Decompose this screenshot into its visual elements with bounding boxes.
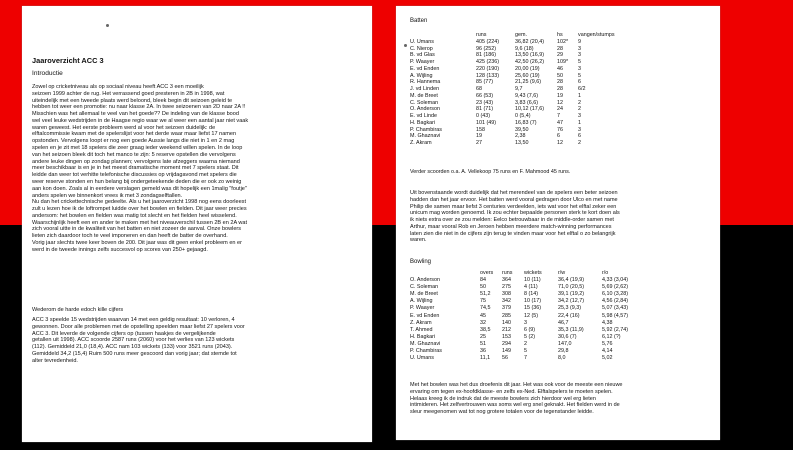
- player-name-cell: M. de Breet: [410, 92, 438, 99]
- player-name-cell: U. Umans: [410, 38, 434, 45]
- stat-cell: 5,69 (2,62): [602, 284, 629, 291]
- table-row: [410, 120, 618, 127]
- stat-cell: 74,5: [480, 305, 491, 312]
- table-row: [410, 52, 618, 59]
- stat-cell: [658, 291, 704, 298]
- column-header: r/w: [558, 270, 566, 276]
- table-row: [410, 106, 618, 113]
- bowling-paragraph-line: sleur meegenomen wat tot nog grotere totalen voor de tegenstander leidde.: [410, 409, 594, 415]
- stats-heading: Wederom de harde edoch kille cijfers: [32, 307, 124, 313]
- stats-line: Gemiddeld 34,2 (15,4) Ruim 500 runs meer gescoord dan vorig jaar; dat stemde tot: [32, 350, 237, 357]
- stat-cell: 27: [476, 140, 482, 147]
- stat-cell: 2: [578, 99, 581, 106]
- intro-line: Zowel op cricketniveau als op sociaal niveau heeft ACC 3 een moeilijk: [32, 84, 204, 90]
- stat-cell: 308: [502, 291, 511, 298]
- table-row: [410, 59, 618, 66]
- table-row: [410, 113, 618, 120]
- player-name-cell: O. Anderson: [410, 277, 440, 284]
- stat-cell: 5: [578, 72, 581, 79]
- stat-cell: 36: [480, 348, 486, 355]
- table-row: [410, 46, 618, 53]
- stat-cell: 147,0: [558, 340, 572, 347]
- stat-cell: 5: [524, 348, 527, 355]
- stat-cell: 140: [502, 319, 511, 326]
- stat-cell: 1: [578, 92, 581, 99]
- column-header: runs: [502, 270, 513, 276]
- table-row: [410, 100, 618, 107]
- stat-cell: 84: [480, 277, 486, 284]
- stats-line: ACC 3. Dit leverde de volgende cijfers op (tussen haakjes de vergelijkende: [32, 330, 216, 337]
- stats-paragraph: [32, 317, 362, 364]
- stat-cell: 109*: [557, 59, 569, 66]
- stat-cell: 294: [502, 340, 511, 347]
- stat-cell: 6/2: [578, 86, 586, 93]
- player-name-cell: R. Hannema: [410, 79, 441, 86]
- stat-cell: 24: [557, 106, 563, 113]
- table-row: [410, 313, 704, 320]
- stat-cell: 28: [557, 45, 563, 52]
- stat-cell: 10 (17): [524, 298, 542, 305]
- stat-cell: 12 (5): [524, 312, 539, 319]
- stat-cell: 39,50: [515, 126, 529, 133]
- table-row: [410, 133, 618, 140]
- stat-cell: 6: [578, 133, 581, 140]
- bowling-table: [410, 270, 704, 362]
- intro-line: van het seizoen bleek dit toch het manco te zijn: 5 reserve opstellen die vervolgens: [32, 151, 236, 158]
- stat-cell: 342: [502, 298, 511, 305]
- stat-cell: 21,25 (9,6): [515, 79, 542, 86]
- intro-line: meer beschikbaar is en je in het meest dramatische moment met 7 spelers staat. Dit: [32, 165, 239, 172]
- stat-cell: 0 (5,4): [515, 113, 531, 120]
- table-row: [410, 355, 704, 362]
- stats-line: getallen uit 1998). ACC scoorde 2587 runs (2060) voor het verlies van 123 wickets: [32, 337, 235, 344]
- stat-cell: [658, 334, 704, 341]
- stat-cell: [658, 277, 704, 284]
- stat-cell: 38,5: [480, 326, 491, 333]
- intro-line: uiteindelijk met een tweede plaats werd beloond, bleek begin dit seizoen geleid te: [32, 97, 233, 104]
- batting-paragraph-line: ik niets extra over ze zou melden: Eelco betrouwbaar in de middle-order samen met: [410, 217, 614, 223]
- stat-cell: 34,2 (12,7): [558, 298, 585, 305]
- stat-cell: 81 (71): [476, 106, 494, 113]
- stat-cell: 66 (53): [476, 92, 494, 99]
- batting-paragraph-line: Uit bovenstaande wordt duidelijk dat het merendeel van de spelers een beter seizoen: [410, 190, 618, 196]
- player-name-cell: J. vd Linden: [410, 86, 440, 93]
- intro-line: hebben tot weer een promotie: nu naar klasse 2A. In twee seizoenen van 2D naar 2A !!: [32, 104, 246, 111]
- right-document-page: [396, 6, 720, 440]
- stats-line: (112). Gemiddeld 21,0 (18,4). ACC nam 103 wickets (133) voor 3521 runs (2043).: [32, 344, 233, 351]
- batting-paragraph-line: waren.: [410, 237, 427, 244]
- stat-cell: 76: [557, 126, 563, 133]
- stat-cell: 9,7: [515, 86, 523, 93]
- stat-cell: 32: [480, 319, 486, 326]
- stat-cell: [658, 341, 704, 348]
- table-row: [410, 66, 618, 73]
- player-name-cell: A. Wijling: [410, 72, 433, 79]
- stat-cell: 4,33 (3,04): [602, 277, 629, 284]
- stat-cell: 50: [480, 284, 486, 291]
- stat-cell: 29,8: [558, 348, 569, 355]
- intro-line: Vorig jaar slechts twee keer boven de 200. Dit jaar was dit geen enkel probleem en er: [32, 239, 242, 246]
- stats-line: alter tevredenheid.: [32, 357, 78, 364]
- stat-cell: 50: [557, 72, 563, 79]
- stat-cell: 10,12 (17,6): [515, 106, 545, 113]
- bowling-paragraph-line: ervaring om tegen ex-hoofdklasse- en zelfs ex-Ned. Elftalspelers te moeten spelen.: [410, 388, 613, 395]
- batting-table-header: [410, 32, 618, 39]
- player-name-cell: B. vd Glas: [410, 52, 435, 59]
- stat-cell: 6: [578, 79, 581, 86]
- stat-cell: 16,83 (7): [515, 119, 537, 126]
- stat-cell: 10 (11): [524, 277, 541, 284]
- table-row: [410, 334, 704, 341]
- stat-cell: 36,4 (19,9): [558, 277, 585, 284]
- stat-cell: 6,10 (3,28): [602, 291, 629, 298]
- column-header: [410, 270, 480, 277]
- intro-paragraph: [32, 84, 362, 254]
- stat-cell: 5,07 (3,43): [602, 305, 629, 312]
- intro-line: weer reserve stonden en hun belang bij ondergeteekende deden die er ook zo weinig: [32, 178, 242, 185]
- batting-heading: Batten: [410, 18, 428, 24]
- column-header: hs: [557, 32, 563, 38]
- player-name-cell: Z. Akram: [410, 319, 432, 326]
- player-name-cell: U. Umans: [410, 355, 434, 362]
- table-row: [410, 127, 618, 134]
- column-header: wickets: [524, 270, 542, 276]
- stat-cell: [658, 305, 704, 312]
- stat-cell: 15 (36): [524, 305, 542, 312]
- stat-cell: 96 (252): [476, 45, 497, 52]
- stat-cell: 2,38: [515, 133, 526, 140]
- stat-cell: 3: [524, 319, 527, 326]
- stat-cell: 3: [578, 45, 581, 52]
- batting-table: [410, 32, 618, 147]
- stat-cell: 35,3 (11,9): [558, 326, 584, 333]
- stat-cell: 46,7: [558, 319, 569, 326]
- table-row: [410, 73, 618, 80]
- stat-cell: 13,50: [515, 140, 529, 147]
- stat-cell: 5,76: [602, 340, 613, 347]
- stat-cell: 11,1: [480, 355, 491, 362]
- stat-cell: 379: [502, 305, 511, 312]
- stat-cell: 9,6 (18): [515, 45, 534, 52]
- stat-cell: 102*: [557, 38, 569, 45]
- stat-cell: 153: [502, 333, 511, 340]
- stat-cell: 19: [476, 133, 482, 140]
- stat-cell: 5,92 (2,74): [602, 326, 629, 333]
- batting-paragraph-line: Arthur, maar vooral Rob en Jeroen hebben meerdere match-winning performances: [410, 223, 612, 230]
- batting-paragraph-line: Philip die samen maar liefst 3 centuries verdeelden, iets wat voor het elftal zeker een: [410, 203, 617, 210]
- stat-cell: 405 (224): [476, 38, 500, 45]
- stat-cell: 51: [480, 340, 486, 347]
- stat-cell: 2: [578, 106, 581, 113]
- scan-speck: [404, 44, 407, 47]
- table-row: [410, 341, 704, 348]
- stat-cell: 51,2: [480, 291, 491, 298]
- stat-cell: [658, 327, 704, 334]
- player-name-cell: A. Wijling: [410, 298, 433, 305]
- stat-cell: 4,56 (2,84): [602, 298, 629, 305]
- stat-cell: 42,50 (26,2): [515, 59, 545, 66]
- intro-line: andersom: het bowlen en fielden was matig tot slecht en het fielden heel wisselend.: [32, 212, 237, 219]
- intro-line: Nu dan het crickettechnische gedeelte. Als u het jaaroverzicht 1998 nog eens doorleest: [32, 199, 246, 206]
- player-name-cell: E. vd Enden: [410, 312, 440, 319]
- stat-cell: 23 (43): [476, 99, 494, 106]
- stat-cell: 12: [557, 140, 563, 147]
- table-row: [410, 140, 618, 147]
- stat-cell: 5,98 (4,57): [602, 312, 629, 319]
- stat-cell: 128 (133): [476, 72, 500, 79]
- stat-cell: 8 (14): [524, 291, 539, 298]
- stat-cell: [658, 320, 704, 327]
- stat-cell: 2: [578, 140, 581, 147]
- stat-cell: [658, 284, 704, 291]
- stat-cell: 1: [578, 119, 581, 126]
- stat-cell: 81 (186): [476, 52, 497, 59]
- left-document-page: [22, 6, 372, 442]
- stat-cell: 8,0: [558, 355, 566, 362]
- intro-line: andere leuke dingen op zondag plannen; vervolgens late afzeggers waarna niemand: [32, 158, 240, 165]
- stat-cell: 25,60 (19): [515, 72, 540, 79]
- stat-cell: 68: [476, 86, 482, 93]
- stat-cell: 364: [502, 277, 511, 284]
- stat-cell: 285: [502, 312, 511, 319]
- table-row: [410, 93, 618, 100]
- intro-line: opstonden. Vervolgens loopt er nog een goede Aussie langs die niet in 1 en 2 mag: [32, 138, 235, 145]
- player-name-cell: C. Soleman: [410, 99, 439, 106]
- stat-cell: 71,0 (20,5): [558, 284, 585, 291]
- player-name-cell: P. Waayer: [410, 59, 435, 66]
- stat-cell: 0 (43): [476, 113, 491, 120]
- stat-cell: 36,82 (20,4): [515, 38, 545, 45]
- table-row: [410, 39, 618, 46]
- batting-paragraph-line: laten zien die niet in de cijfers zijn terug te vinden maar voor het elftal o zo belangrijk: [410, 230, 616, 237]
- stat-cell: 6 (9): [524, 326, 536, 333]
- stat-cell: 6: [557, 133, 560, 140]
- table-row: [410, 305, 704, 312]
- player-name-cell: C. Soleman: [410, 284, 439, 291]
- stat-cell: 149: [502, 348, 511, 355]
- player-name-cell: M. Ghaznavi: [410, 340, 441, 347]
- stat-cell: 5: [578, 59, 581, 66]
- stat-cell: 46: [557, 65, 563, 72]
- column-header: runs: [476, 32, 487, 38]
- stat-cell: 56: [502, 355, 508, 362]
- player-name-cell: E. vd Enden: [410, 65, 440, 72]
- table-row: [410, 327, 704, 334]
- player-name-cell: T. Ahmed: [410, 326, 433, 333]
- stat-cell: 25,3 (9,3): [558, 305, 582, 312]
- stat-cell: 3: [578, 113, 581, 120]
- intro-line: waren geweest. Het eerste probleem werd al voor het seizoen duidelijk: de: [32, 124, 216, 131]
- table-row: [410, 291, 704, 298]
- column-header: [658, 270, 704, 277]
- batting-paragraph-line: unicum mag worden genoemd. Ik zou echter bepaalde personen sterk te kort doen als: [410, 210, 620, 217]
- intro-line: werd in de tweede innings zelfs succesvol op scores van 250+ gejaagd.: [32, 246, 208, 253]
- bowling-paragraph-line: Met het bowlen was het dus droefenis dit jaar. Het was ook voor de meeste een nieuwe: [410, 382, 623, 388]
- column-header: gem.: [515, 32, 527, 38]
- player-name-cell: P. Chambiras: [410, 126, 442, 133]
- stat-cell: [658, 298, 704, 305]
- stat-cell: 9: [578, 38, 581, 45]
- player-name-cell: H. Bagkari: [410, 119, 436, 126]
- stat-cell: 28: [557, 79, 563, 86]
- stat-cell: 20,00 (19): [515, 65, 540, 72]
- intro-line: wel veel leuke wedstrijden in de Haagse regio waar we al weer een aantal jaar niet vaak: [32, 117, 249, 124]
- stat-cell: 425 (236): [476, 59, 500, 66]
- player-name-cell: H. Bagkari: [410, 333, 436, 340]
- player-name-cell: C. Nierop: [410, 45, 433, 52]
- intro-line: anders spelen we binnenkort vrees ik met 3 zondagselftallen.: [32, 192, 183, 199]
- player-name-cell: O. Anderson: [410, 106, 440, 113]
- table-row: [410, 86, 618, 93]
- stat-cell: 158: [476, 126, 485, 133]
- intro-line: zult u lezen hoe ik de loftrompet luidde over het bowlen en fielden. Dit jaar weer precies: [32, 206, 247, 213]
- intro-line: lieten zich daardoor toch te veel imponeren en dan heeft de batter de overhand.: [32, 233, 228, 240]
- stat-cell: 220 (190): [476, 65, 500, 72]
- player-name-cell: P. Waayer: [410, 305, 435, 312]
- stat-cell: 4,14: [602, 348, 613, 355]
- bowling-table-header: [410, 270, 704, 277]
- stat-cell: 3: [578, 126, 581, 133]
- table-row: [410, 284, 704, 291]
- player-name-cell: Z. Akram: [410, 140, 432, 147]
- column-header: [410, 32, 476, 39]
- intro-line: zich vooral uitte in de kwaliteit van het batten en niet zozeer de aanval. Onze bowlers: [32, 226, 242, 233]
- stat-cell: 39,1 (19,2): [558, 291, 585, 298]
- intro-line: seizoen 1999 achter de rug. Het verrassend goed presteren in 2B in 1998, wat: [32, 90, 225, 97]
- intro-line: leidde dan weer tot verhitte telefonische discussies op vrijdagavond met spelers die: [32, 172, 237, 179]
- stat-cell: 45: [480, 312, 486, 319]
- stats-line: gewonnen. Door alle problemen met de opstelling speelden maar liefst 27 spelers voor: [32, 323, 245, 330]
- column-header: overs: [480, 270, 494, 276]
- bowling-heading: Bowling: [410, 259, 432, 265]
- stat-cell: [658, 355, 704, 362]
- page-title: Jaaroverzicht ACC 3: [32, 56, 104, 65]
- stat-cell: 6,12 (?): [602, 333, 621, 340]
- stat-cell: 9,43 (7,6): [515, 92, 539, 99]
- bowling-paragraph: [410, 382, 710, 416]
- stat-cell: 101 (49): [476, 119, 497, 126]
- stat-cell: 19: [557, 92, 563, 99]
- column-header: r/o: [602, 270, 609, 276]
- stat-cell: 47: [557, 119, 563, 126]
- stat-cell: 3: [578, 52, 581, 59]
- player-name-cell: P. Chambiras: [410, 348, 442, 355]
- stat-cell: 29: [557, 52, 563, 59]
- batting-paragraph: [410, 190, 710, 244]
- stat-cell: 4 (11): [524, 284, 538, 291]
- intro-line: Misschien was het allemaal te veel van het goede?? De indeling van de klasse bood: [32, 111, 239, 118]
- player-name-cell: M. Ghaznavi: [410, 133, 441, 140]
- stat-cell: 275: [502, 284, 511, 291]
- stat-cell: 13,50 (16,9): [515, 52, 545, 59]
- stat-cell: 28: [557, 86, 563, 93]
- stat-cell: [658, 348, 704, 355]
- stat-cell: 3: [578, 65, 581, 72]
- intro-heading: Introductie: [32, 70, 63, 77]
- intro-line: elftalcommissie kwam met de spelerslijst voor het derde waar maar liefst 17 namen: [32, 131, 237, 138]
- bowling-paragraph-line: intimideren. Het zelfvertrouwen was soms wel erg snel geknakt. Het fielden werd in de: [410, 402, 620, 409]
- table-row: [410, 79, 618, 86]
- stat-cell: [658, 313, 704, 320]
- stats-line: ACC 3 speelde 15 wedstrijden waarvan 14 met een geldig resultaat: 10 verloren, 4: [32, 317, 235, 323]
- column-header: vangen/stumps: [578, 32, 615, 38]
- scan-speck: [106, 24, 109, 27]
- stat-cell: 212: [502, 326, 511, 333]
- table-row: [410, 348, 704, 355]
- stat-cell: 5,02: [602, 355, 613, 362]
- stat-cell: 5 (2): [524, 333, 536, 340]
- batting-paragraph-line: hadden dan het jaar ervoor. Het batten werd vooral gedragen door Ulco en met name: [410, 196, 618, 203]
- stat-cell: 22,4 (16): [558, 312, 580, 319]
- stat-cell: 25: [480, 333, 486, 340]
- stat-cell: 4,38: [602, 319, 613, 326]
- table-row: [410, 277, 704, 284]
- stat-cell: 75: [480, 298, 486, 305]
- batting-footnote: Verder scoorden o.a. A. Vellekoop 75 runs en F. Mahmood 45 runs.: [410, 169, 571, 175]
- stat-cell: 12: [557, 99, 563, 106]
- stat-cell: 7: [524, 355, 527, 362]
- bowling-paragraph-line: Helaas kreeg ik de indruk dat de meeste bowlers zich hierdoor wel erg lieten: [410, 395, 596, 402]
- table-row: [410, 320, 704, 327]
- player-name-cell: M. de Breet: [410, 291, 438, 298]
- player-name-cell: E. vd Linde: [410, 113, 437, 120]
- stat-cell: 3,83 (6,6): [515, 99, 539, 106]
- intro-line: spelen en je zit met 18 spelers die zeer graag ieder weekend willen spelen. In de loop: [32, 145, 243, 152]
- stat-cell: 7: [557, 113, 560, 120]
- stat-cell: 30,6 (7): [558, 333, 577, 340]
- intro-line: aan kon doen. Zoals al in eerdere verslagen gemeld was dit hopelijk een 1malig "foutje": [32, 185, 247, 192]
- stat-cell: 2: [524, 340, 527, 347]
- intro-line: Waarschijnlijk heeft een en ander te maken met het niveauverschil tussen 2B en 2A wat: [32, 219, 248, 226]
- table-row: [410, 298, 704, 305]
- stat-cell: 85 (77): [476, 79, 494, 86]
